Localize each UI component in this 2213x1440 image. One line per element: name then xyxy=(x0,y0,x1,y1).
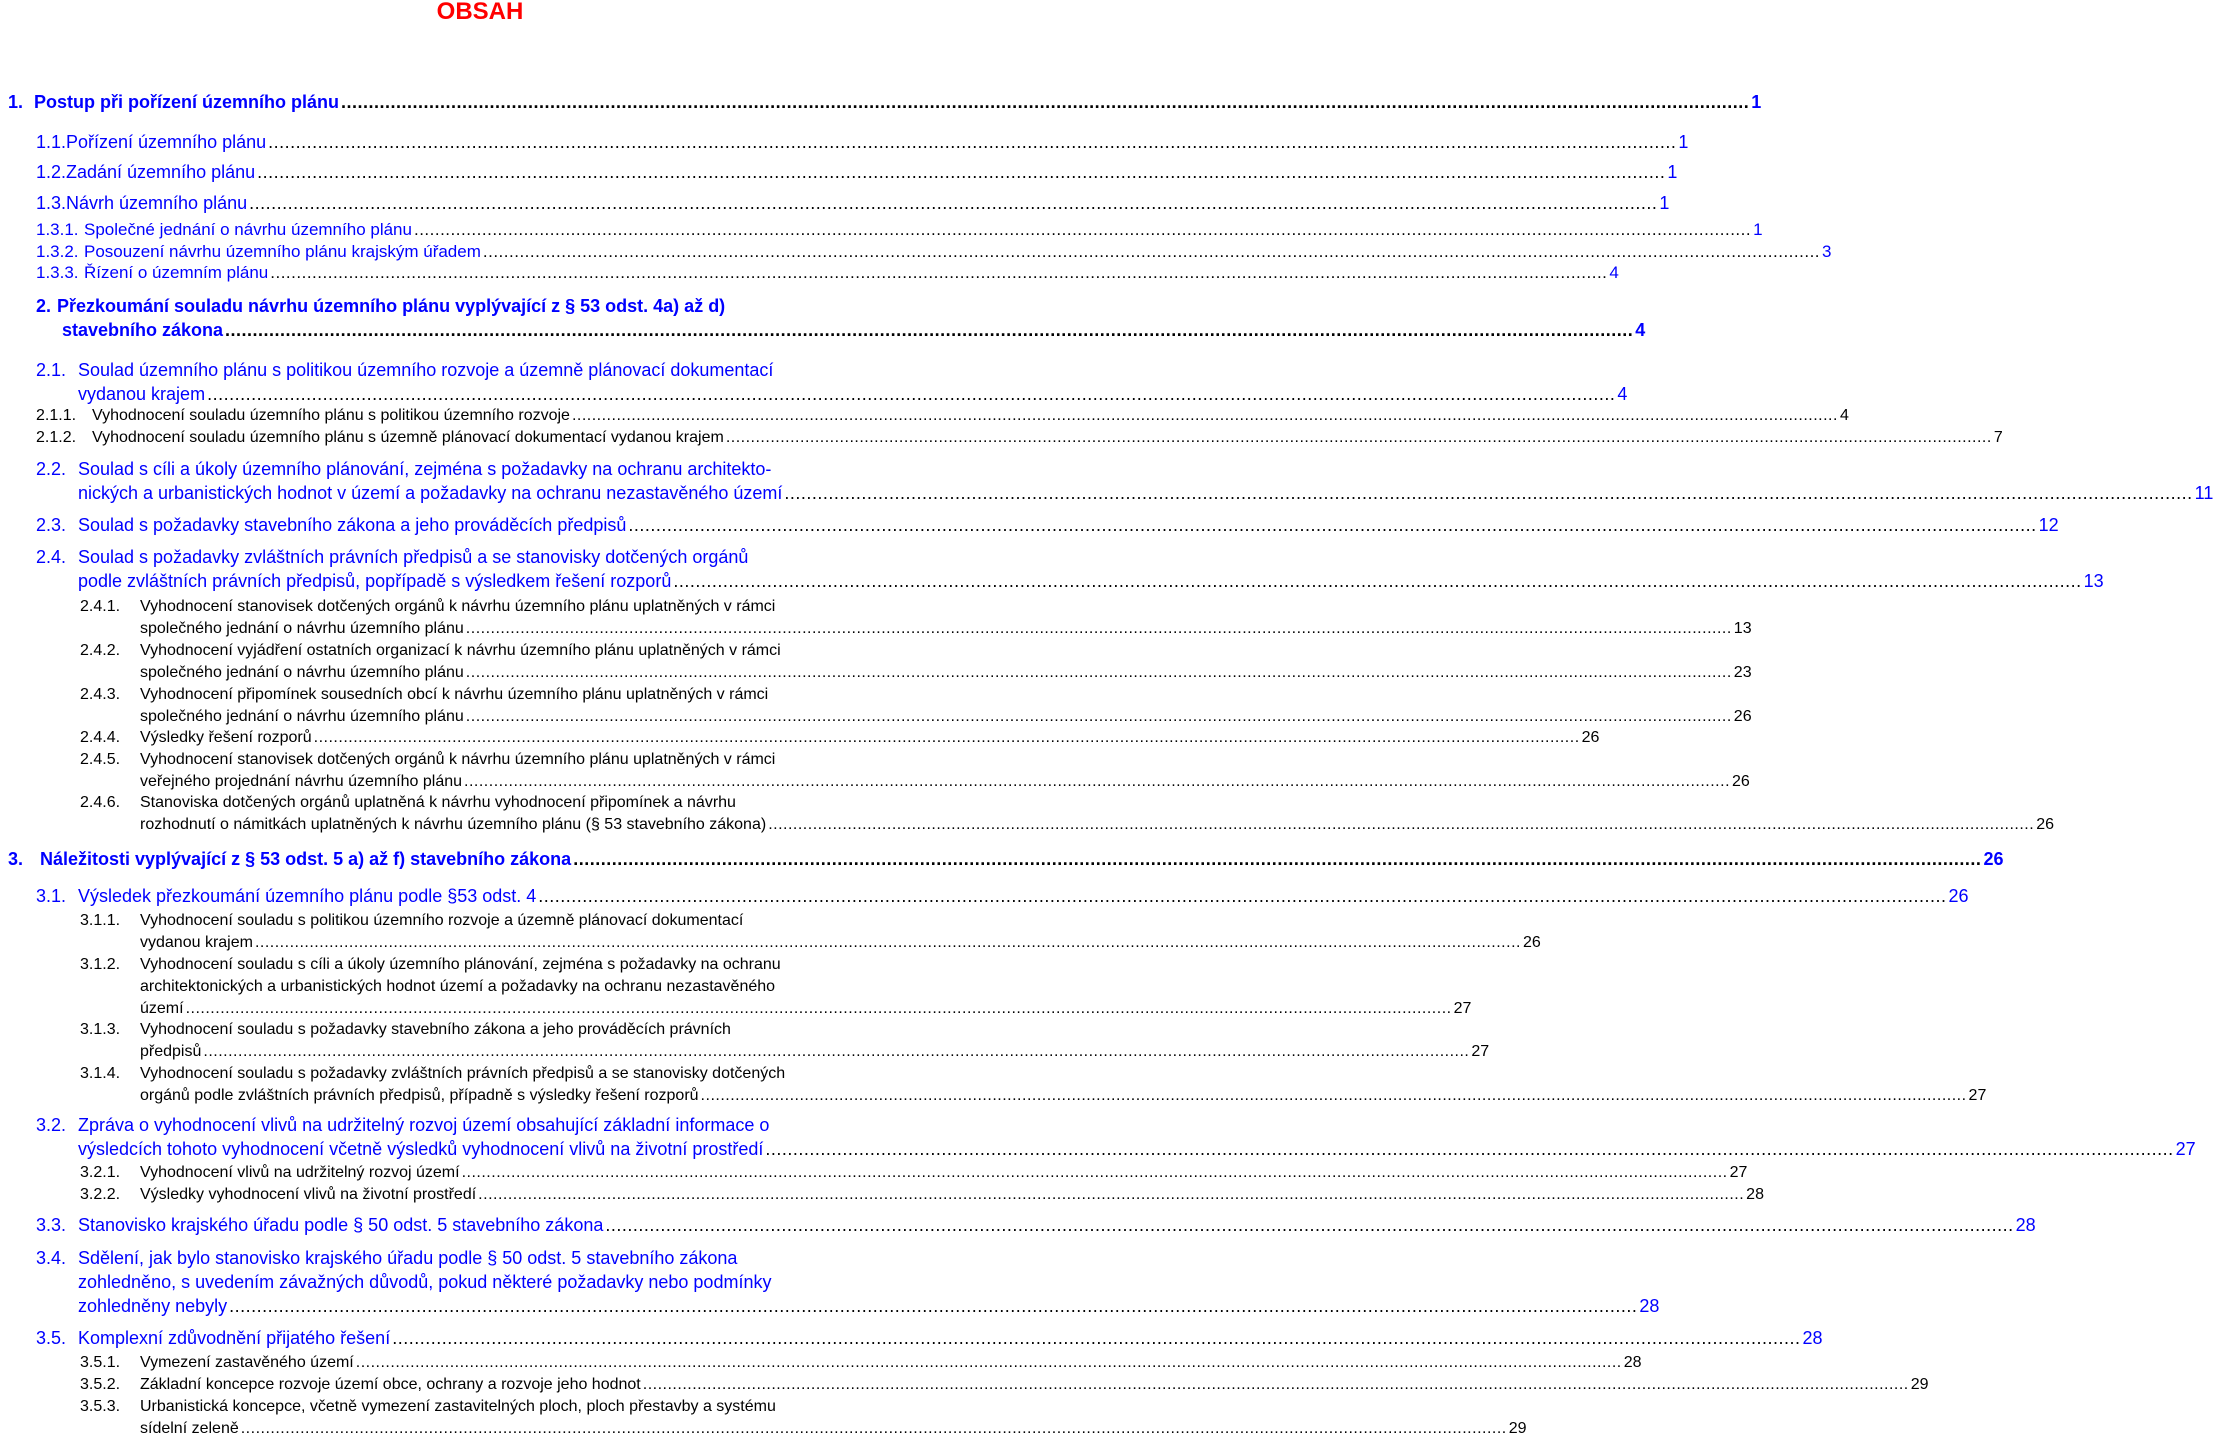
toc-entry-title-continued: stavebního zákona xyxy=(62,320,224,340)
toc-entry[interactable] xyxy=(80,1374,1929,1396)
toc-entry[interactable] xyxy=(80,1063,1987,1107)
dot-leader: ................................................................................................................................................................................................................................................................ xyxy=(628,515,2037,535)
toc-entry-page: 4 xyxy=(1839,407,1849,424)
dot-leader: ................................................................................................................................................................................................................................................................ xyxy=(478,1186,1745,1203)
toc-entry-title-continued: společného jednání o návrhu územního plánu xyxy=(140,620,464,637)
toc-entry-title: Vyhodnocení souladu s politikou územního rozvoje a územně plánovací dokumentací xyxy=(140,912,744,929)
toc-entry-title: Náležitosti vyplývající z § 53 odst. 5 a) až f) stavebního zákona xyxy=(40,849,572,869)
dot-leader: ................................................................................................................................................................................................................................................................ xyxy=(207,384,1616,404)
dot-leader: ................................................................................................................................................................................................................................................................ xyxy=(413,220,1752,239)
toc-entry-title-continued: vydanou krajem xyxy=(78,384,206,404)
toc-entry[interactable] xyxy=(80,792,2054,836)
toc-entry[interactable] xyxy=(36,294,1646,342)
toc-entry-title: Výsledek přezkoumání územního plánu podle §53 odst. 4 xyxy=(78,886,537,906)
toc-entry-number: 3.2.2. xyxy=(80,1186,121,1203)
toc-entry-page: 26 xyxy=(1522,934,1541,951)
toc-entry-page: 7 xyxy=(1993,429,2003,446)
toc-entry[interactable] xyxy=(80,1019,1490,1063)
toc-entry[interactable] xyxy=(36,405,1849,427)
toc-entry-number: 1.1. xyxy=(36,132,67,152)
toc-entry-title-continued: architektonických a urbanistických hodnot území a požadavky na ochranu nezastavěného xyxy=(140,978,776,995)
toc-entry[interactable] xyxy=(36,545,2104,593)
toc-entry-number: 3.1.2. xyxy=(80,956,121,973)
dot-leader: ................................................................................................................................................................................................................................................................ xyxy=(257,162,1666,182)
toc-entry-number: 3.1.3. xyxy=(80,1021,121,1038)
toc-entry-title: Komplexní zdůvodnění přijatého řešení xyxy=(78,1328,391,1348)
toc-entry-page: 12 xyxy=(2038,515,2059,535)
toc-entry[interactable] xyxy=(36,457,2213,505)
toc-entry-title: Soulad územního plánu s politikou územního rozvoje a územně plánovací dokumentací xyxy=(78,360,774,380)
dot-leader: ................................................................................................................................................................................................................................................................ xyxy=(765,1139,2174,1159)
toc-entry-page: 26 xyxy=(1732,773,1750,790)
toc-entry-title-continued: společného jednání o návrhu územního plánu xyxy=(140,708,464,725)
toc-entry-page: 4 xyxy=(1609,263,1619,282)
toc-entry-page: 26 xyxy=(2036,816,2054,833)
toc-entry-number: 2. xyxy=(36,296,52,316)
toc-entry-title: Postup při pořízení územního plánu xyxy=(34,92,339,112)
toc-entry-page: 29 xyxy=(1508,1420,1527,1437)
toc-entry-title: Stanovisko krajského úřadu podle § 50 odst. 5 stavebního zákona xyxy=(78,1215,604,1235)
toc-entry-number: 2.3. xyxy=(36,515,67,535)
toc-entry-title: Vyhodnocení vlivů na udržitelný rozvoj území xyxy=(140,1164,460,1181)
toc-entry-page: 28 xyxy=(1639,1296,1660,1316)
dot-leader: ................................................................................................................................................................................................................................................................ xyxy=(538,886,1947,906)
toc-entry-title: Vyhodnocení souladu s požadavky zvláštních právních předpisů a se stanovisky dotčených xyxy=(140,1065,786,1082)
toc-entry-page: 28 xyxy=(2015,1215,2036,1235)
dot-leader: ................................................................................................................................................................................................................................................................ xyxy=(725,429,1992,446)
dot-leader: ................................................................................................................................................................................................................................................................ xyxy=(573,849,1982,869)
dot-leader: ................................................................................................................................................................................................................................................................ xyxy=(240,1420,1507,1437)
toc-entry-number: 1. xyxy=(8,92,24,112)
toc-entry-title: Soulad s požadavky zvláštních právních předpisů a se stanovisky dotčených orgánů xyxy=(78,547,749,567)
toc-entry-title: Vyhodnocení souladu územního plánu s územně plánovací dokumentací vydanou krajem xyxy=(92,429,724,446)
toc-entry-title: Zpráva o vyhodnocení vlivů na udržitelný rozvoj území obsahující základní informace o xyxy=(78,1115,770,1135)
toc-entry[interactable] xyxy=(36,218,1763,241)
toc-entry-number: 2.4. xyxy=(36,547,67,567)
toc-entry-title: Urbanistická koncepce, včetně vymezení zastavitelných ploch, ploch přestavby a systému xyxy=(140,1398,776,1415)
toc-entry-title-continued: výsledcích tohoto vyhodnocení včetně výsledků vyhodnocení vlivů na životní prostředí xyxy=(78,1139,764,1159)
toc-entry-title: Společné jednání o návrhu územního plánu xyxy=(84,220,412,239)
toc-entry-title: Pořízení územního plánu xyxy=(66,132,267,152)
toc-entry-number: 3.2.1. xyxy=(80,1164,121,1181)
dot-leader: ................................................................................................................................................................................................................................................................ xyxy=(249,193,1658,213)
toc-entry-number: 1.3.3. xyxy=(36,263,79,282)
toc-entry-number: 1.3.1. xyxy=(36,220,79,239)
dot-leader: ................................................................................................................................................................................................................................................................ xyxy=(700,1087,1967,1104)
toc-entry-page: 1 xyxy=(1667,162,1678,182)
dot-leader: ................................................................................................................................................................................................................................................................ xyxy=(673,571,2082,591)
toc-entry[interactable] xyxy=(36,1113,2196,1161)
toc-entry-number: 2.1. xyxy=(36,360,67,380)
toc-entry-title: Soulad s cíli a úkoly územního plánování, zejména s požadavky na ochranu architekto- xyxy=(78,459,772,479)
toc-entry-title: Vyhodnocení stanovisek dotčených orgánů k návrhu územního plánu uplatněných v rámci xyxy=(140,751,776,768)
toc-entry[interactable] xyxy=(36,1213,2036,1237)
toc-entry-number: 2.4.4. xyxy=(80,729,121,746)
toc-entry[interactable] xyxy=(80,910,1541,954)
toc-entry-title: Stanoviska dotčených orgánů uplatněná k návrhu vyhodnocení připomínek a návrhu xyxy=(140,794,736,811)
dot-leader: ................................................................................................................................................................................................................................................................ xyxy=(355,1354,1622,1371)
toc-entry-title: Posouzení návrhu územního plánu krajským úřadem xyxy=(84,242,481,261)
toc-entry-title-continued: předpisů xyxy=(140,1043,202,1060)
toc-entry-title-continued: orgánů podle zvláštních právních předpisů, případně s výsledky řešení rozporů xyxy=(140,1087,699,1104)
dot-leader: ................................................................................................................................................................................................................................................................ xyxy=(784,483,2193,503)
toc-entry-number: 3.3. xyxy=(36,1215,67,1235)
toc-entry-page: 27 xyxy=(1729,1164,1748,1181)
toc-entry-title: Vyhodnocení souladu s požadavky stavebního zákona a jeho prováděcích právních xyxy=(140,1021,731,1038)
toc-entry[interactable] xyxy=(80,1184,1764,1206)
toc-entry[interactable] xyxy=(36,160,1678,184)
dot-leader: ................................................................................................................................................................................................................................................................ xyxy=(768,816,2035,833)
dot-leader: ................................................................................................................................................................................................................................................................ xyxy=(482,242,1821,261)
dot-leader: ................................................................................................................................................................................................................................................................ xyxy=(270,263,1608,282)
toc-entry-number: 2.4.5. xyxy=(80,751,121,768)
toc-entry-page: 28 xyxy=(1623,1354,1642,1371)
toc-entry-title-continued: veřejného projednání návrhu územního plánu xyxy=(140,773,463,790)
toc-entry-number: 3.5. xyxy=(36,1328,67,1348)
toc-entry-title: Vymezení zastavěného území xyxy=(140,1354,354,1371)
toc-entry-title-continued: nických a urbanistických hodnot v území a požadavky na ochranu nezastavěného území xyxy=(78,483,783,503)
toc-entry[interactable] xyxy=(80,1352,1642,1374)
toc-entry-title-continued: společného jednání o návrhu územního plánu xyxy=(140,664,464,681)
toc-entry-title: Vyhodnocení souladu s cíli a úkoly územního plánování, zejména s požadavky na ochranu xyxy=(140,956,781,973)
dot-leader: ................................................................................................................................................................................................................................................................ xyxy=(465,620,1732,637)
toc-entry-title-continued: podle zvláštních právních předpisů, popřípadě s výsledkem řešení rozporů xyxy=(78,571,672,591)
dot-leader: ................................................................................................................................................................................................................................................................ xyxy=(229,1296,1638,1316)
toc-entry-title: Výsledky vyhodnocení vlivů na životní prostředí xyxy=(140,1186,477,1203)
dot-leader: ................................................................................................................................................................................................................................................................ xyxy=(185,1000,1452,1017)
toc-entry-page: 26 xyxy=(1983,849,2004,869)
toc-entry-number: 2.4.2. xyxy=(80,642,121,659)
toc-entry[interactable] xyxy=(36,191,1670,215)
toc-entry[interactable] xyxy=(80,1396,1527,1440)
toc-entry[interactable] xyxy=(36,130,1689,154)
toc-entry-number: 2.1.1. xyxy=(36,407,77,424)
toc-entry[interactable] xyxy=(36,427,2003,449)
toc-entry-number: 3.1. xyxy=(36,886,67,906)
toc-entry[interactable] xyxy=(80,1162,1748,1184)
toc-entry-number: 3.1.1. xyxy=(80,912,121,929)
toc-entry-page: 4 xyxy=(1635,320,1646,340)
toc-entry-title: Výsledky řešení rozporů xyxy=(140,729,312,746)
toc-entry[interactable] xyxy=(36,358,1628,406)
toc-entry[interactable] xyxy=(36,884,1969,908)
dot-leader: ................................................................................................................................................................................................................................................................ xyxy=(461,1164,1728,1181)
toc-entry-number: 1.3.2. xyxy=(36,242,79,261)
toc-entry-page: 11 xyxy=(2194,483,2213,503)
toc-entry-page: 13 xyxy=(1733,620,1752,637)
toc-entry-page: 1 xyxy=(1751,92,1762,112)
toc-entry[interactable] xyxy=(80,727,1600,749)
toc-entry-title: Zadání územního plánu xyxy=(66,162,256,182)
toc-entry[interactable] xyxy=(36,1246,1660,1318)
toc-entry[interactable] xyxy=(80,640,1752,684)
toc-entry[interactable] xyxy=(80,749,1750,793)
toc-entry-page: 29 xyxy=(1910,1376,1929,1393)
toc-entry-page: 28 xyxy=(1746,1186,1764,1203)
toc-entry-page: 3 xyxy=(1822,242,1832,261)
toc-entry-number: 2.4.3. xyxy=(80,686,121,703)
toc-entry-title-continued: rozhodnutí o námitkách uplatněných k návrhu územního plánu (§ 53 stavebního zákona) xyxy=(140,816,767,833)
toc-entry-page: 23 xyxy=(1733,664,1752,681)
dot-leader: ................................................................................................................................................................................................................................................................ xyxy=(203,1043,1470,1060)
toc-entry-page: 26 xyxy=(1948,886,1969,906)
toc-entry[interactable] xyxy=(36,240,1832,263)
dot-leader: ................................................................................................................................................................................................................................................................ xyxy=(313,729,1580,746)
toc-entry-page: 26 xyxy=(1733,708,1752,725)
toc-entry[interactable] xyxy=(36,513,2059,537)
dot-leader: ................................................................................................................................................................................................................................................................ xyxy=(341,92,1750,112)
toc-entry-number: 3.1.4. xyxy=(80,1065,121,1082)
toc-entry-number: 2.2. xyxy=(36,459,67,479)
toc-entry[interactable] xyxy=(80,684,1752,728)
dot-leader: ................................................................................................................................................................................................................................................................ xyxy=(225,320,1634,340)
dot-leader: ................................................................................................................................................................................................................................................................ xyxy=(392,1328,1801,1348)
toc-entry-title-continued: zohledněny nebyly xyxy=(78,1296,228,1316)
toc-entry-title: Vyhodnocení připomínek sousedních obcí k návrhu územního plánu uplatněných v rámci xyxy=(140,686,769,703)
toc-entry-number: 3. xyxy=(8,849,24,869)
toc-entry-number: 3.5.1. xyxy=(80,1354,121,1371)
toc-entry-title: Základní koncepce rozvoje území obce, ochrany a rozvoje jeho hodnot xyxy=(140,1376,641,1393)
page-title: OBSAH xyxy=(436,0,524,25)
dot-leader: ................................................................................................................................................................................................................................................................ xyxy=(465,708,1732,725)
toc-entry-title: Soulad s požadavky stavebního zákona a jeho prováděcích předpisů xyxy=(78,515,627,535)
toc-entry-number: 3.2. xyxy=(36,1115,67,1135)
toc-entry-title: Návrh územního plánu xyxy=(66,193,248,213)
toc-entry-number: 3.5.3. xyxy=(80,1398,121,1415)
toc-entry[interactable] xyxy=(36,261,1619,284)
toc-entry-page: 28 xyxy=(1802,1328,1823,1348)
toc-entry-page: 4 xyxy=(1617,384,1628,404)
toc-entry-title: Vyhodnocení stanovisek dotčených orgánů k návrhu územního plánu uplatněných v rámci xyxy=(140,598,776,615)
toc-entry-title: Řízení o územním plánu xyxy=(84,263,269,282)
toc-entry-page: 27 xyxy=(1471,1043,1490,1060)
toc-entry-title: Přezkoumání souladu návrhu územního plánu vyplývající z § 53 odst. 4a) až d) xyxy=(57,296,726,316)
toc-entry-title-continued: zohledněno, s uvedením závažných důvodů, pokud některé požadavky nebo podmínky xyxy=(78,1272,772,1292)
toc-entry-page: 27 xyxy=(2175,1139,2196,1159)
toc-entry-title: Vyhodnocení souladu územního plánu s politikou územního rozvoje xyxy=(92,407,570,424)
toc-entry-page: 1 xyxy=(1753,220,1763,239)
toc-entry-title-continued: území xyxy=(140,1000,184,1017)
toc-entry[interactable] xyxy=(8,847,2004,871)
dot-leader: ................................................................................................................................................................................................................................................................ xyxy=(605,1215,2014,1235)
toc-entry-page: 13 xyxy=(2083,571,2104,591)
toc-entry[interactable] xyxy=(8,90,1762,114)
toc-entry-number: 3.5.2. xyxy=(80,1376,121,1393)
toc-entry[interactable] xyxy=(80,596,1752,640)
toc-entry-title: Sdělení, jak bylo stanovisko krajského úřadu podle § 50 odst. 5 stavebního zákona xyxy=(78,1248,738,1268)
toc-entry-title: Vyhodnocení vyjádření ostatních organizací k návrhu územního plánu uplatněných v rámci xyxy=(140,642,781,659)
toc-entry[interactable] xyxy=(36,1326,1823,1350)
toc-entry-title-continued: vydanou krajem xyxy=(140,934,253,951)
toc-entry-page: 27 xyxy=(1453,1000,1472,1017)
dot-leader: ................................................................................................................................................................................................................................................................ xyxy=(254,934,1521,951)
toc-entry-number: 1.2. xyxy=(36,162,67,182)
dot-leader: ................................................................................................................................................................................................................................................................ xyxy=(465,664,1732,681)
toc-entry-number: 3.4. xyxy=(36,1248,67,1268)
toc-entry-number: 2.4.6. xyxy=(80,794,121,811)
toc-entry[interactable] xyxy=(80,954,1472,1020)
dot-leader: ................................................................................................................................................................................................................................................................ xyxy=(571,407,1838,424)
toc-entry-number: 2.1.2. xyxy=(36,429,77,446)
toc-entry-page: 1 xyxy=(1659,193,1670,213)
toc-entry-number: 2.4.1. xyxy=(80,598,121,615)
dot-leader: ................................................................................................................................................................................................................................................................ xyxy=(268,132,1677,152)
toc-entry-number: 1.3. xyxy=(36,193,67,213)
toc-entry-page: 26 xyxy=(1581,729,1600,746)
toc-entry-page: 27 xyxy=(1968,1087,1987,1104)
dot-leader: ................................................................................................................................................................................................................................................................ xyxy=(464,773,1731,790)
dot-leader: ................................................................................................................................................................................................................................................................ xyxy=(642,1376,1909,1393)
toc-entry-title-continued: sídelní zeleně xyxy=(140,1420,239,1437)
toc-entry-page: 1 xyxy=(1678,132,1689,152)
